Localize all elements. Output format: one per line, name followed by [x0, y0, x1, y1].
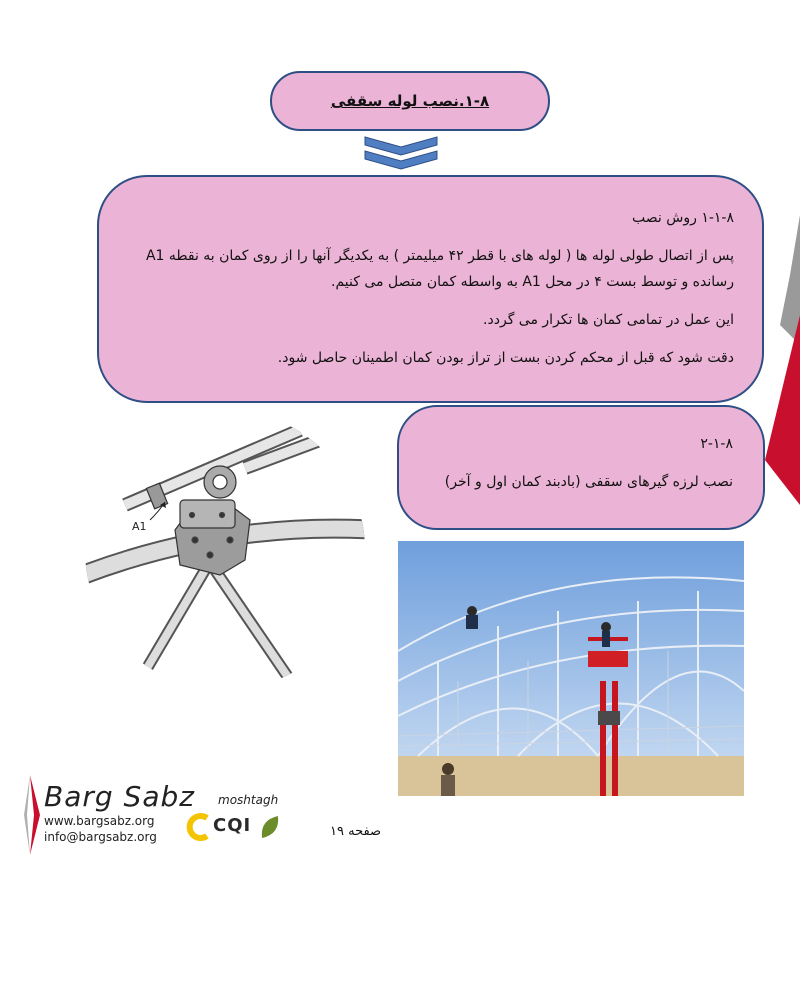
title-box [270, 71, 550, 131]
email: info@bargsabz.org [44, 830, 157, 844]
section-1-paragraph-1: پس از اتصال طولی لوله ها ( لوله های با قطر ۴۲ میلیمتر ) به یکدیگر آنها را از روی کمان به نقطه A1 رسانده و توسط بست ۴ در محل A1 به واسطه کمان متصل می کنیم. [145, 248, 734, 290]
page-number: صفحه ۱۹ [330, 824, 382, 839]
section-1-paragraph-3: دقت شود که قبل از محکم کردن بست از تراز بودن کمان اطمینان حاصل شود. [277, 350, 734, 366]
brand-logo-icon [20, 775, 40, 855]
chevron-down-icon [363, 135, 439, 175]
installation-method-box [97, 175, 764, 403]
brand-subtitle: moshtagh [218, 793, 279, 807]
section-2-text: نصب لرزه گیرهای سقفی (بادبند کمان اول و آخر) [444, 474, 733, 490]
edge-decoration [760, 215, 800, 515]
website: www.bargsabz.org [44, 814, 155, 828]
cqi-logo-icon [185, 812, 213, 842]
construction-photo [398, 541, 744, 796]
brand-name: Barg Sabz [44, 780, 195, 813]
cqi-text: CQI [213, 815, 252, 836]
pipe-joint-diagram [80, 410, 370, 690]
section-2-heading: ۲-۱-۸ [700, 436, 733, 452]
leaf-icon [258, 814, 280, 840]
bracing-box [397, 405, 765, 530]
section-1-heading: ۱-۱-۸ روش نصب [632, 210, 734, 226]
diagram-label-a1: A1 [132, 520, 147, 533]
section-1-paragraph-2: این عمل در تمامی کمان ها تکرار می گردد. [483, 312, 734, 328]
page-title: ۱-۸.نصب لوله سقفی [330, 92, 490, 110]
